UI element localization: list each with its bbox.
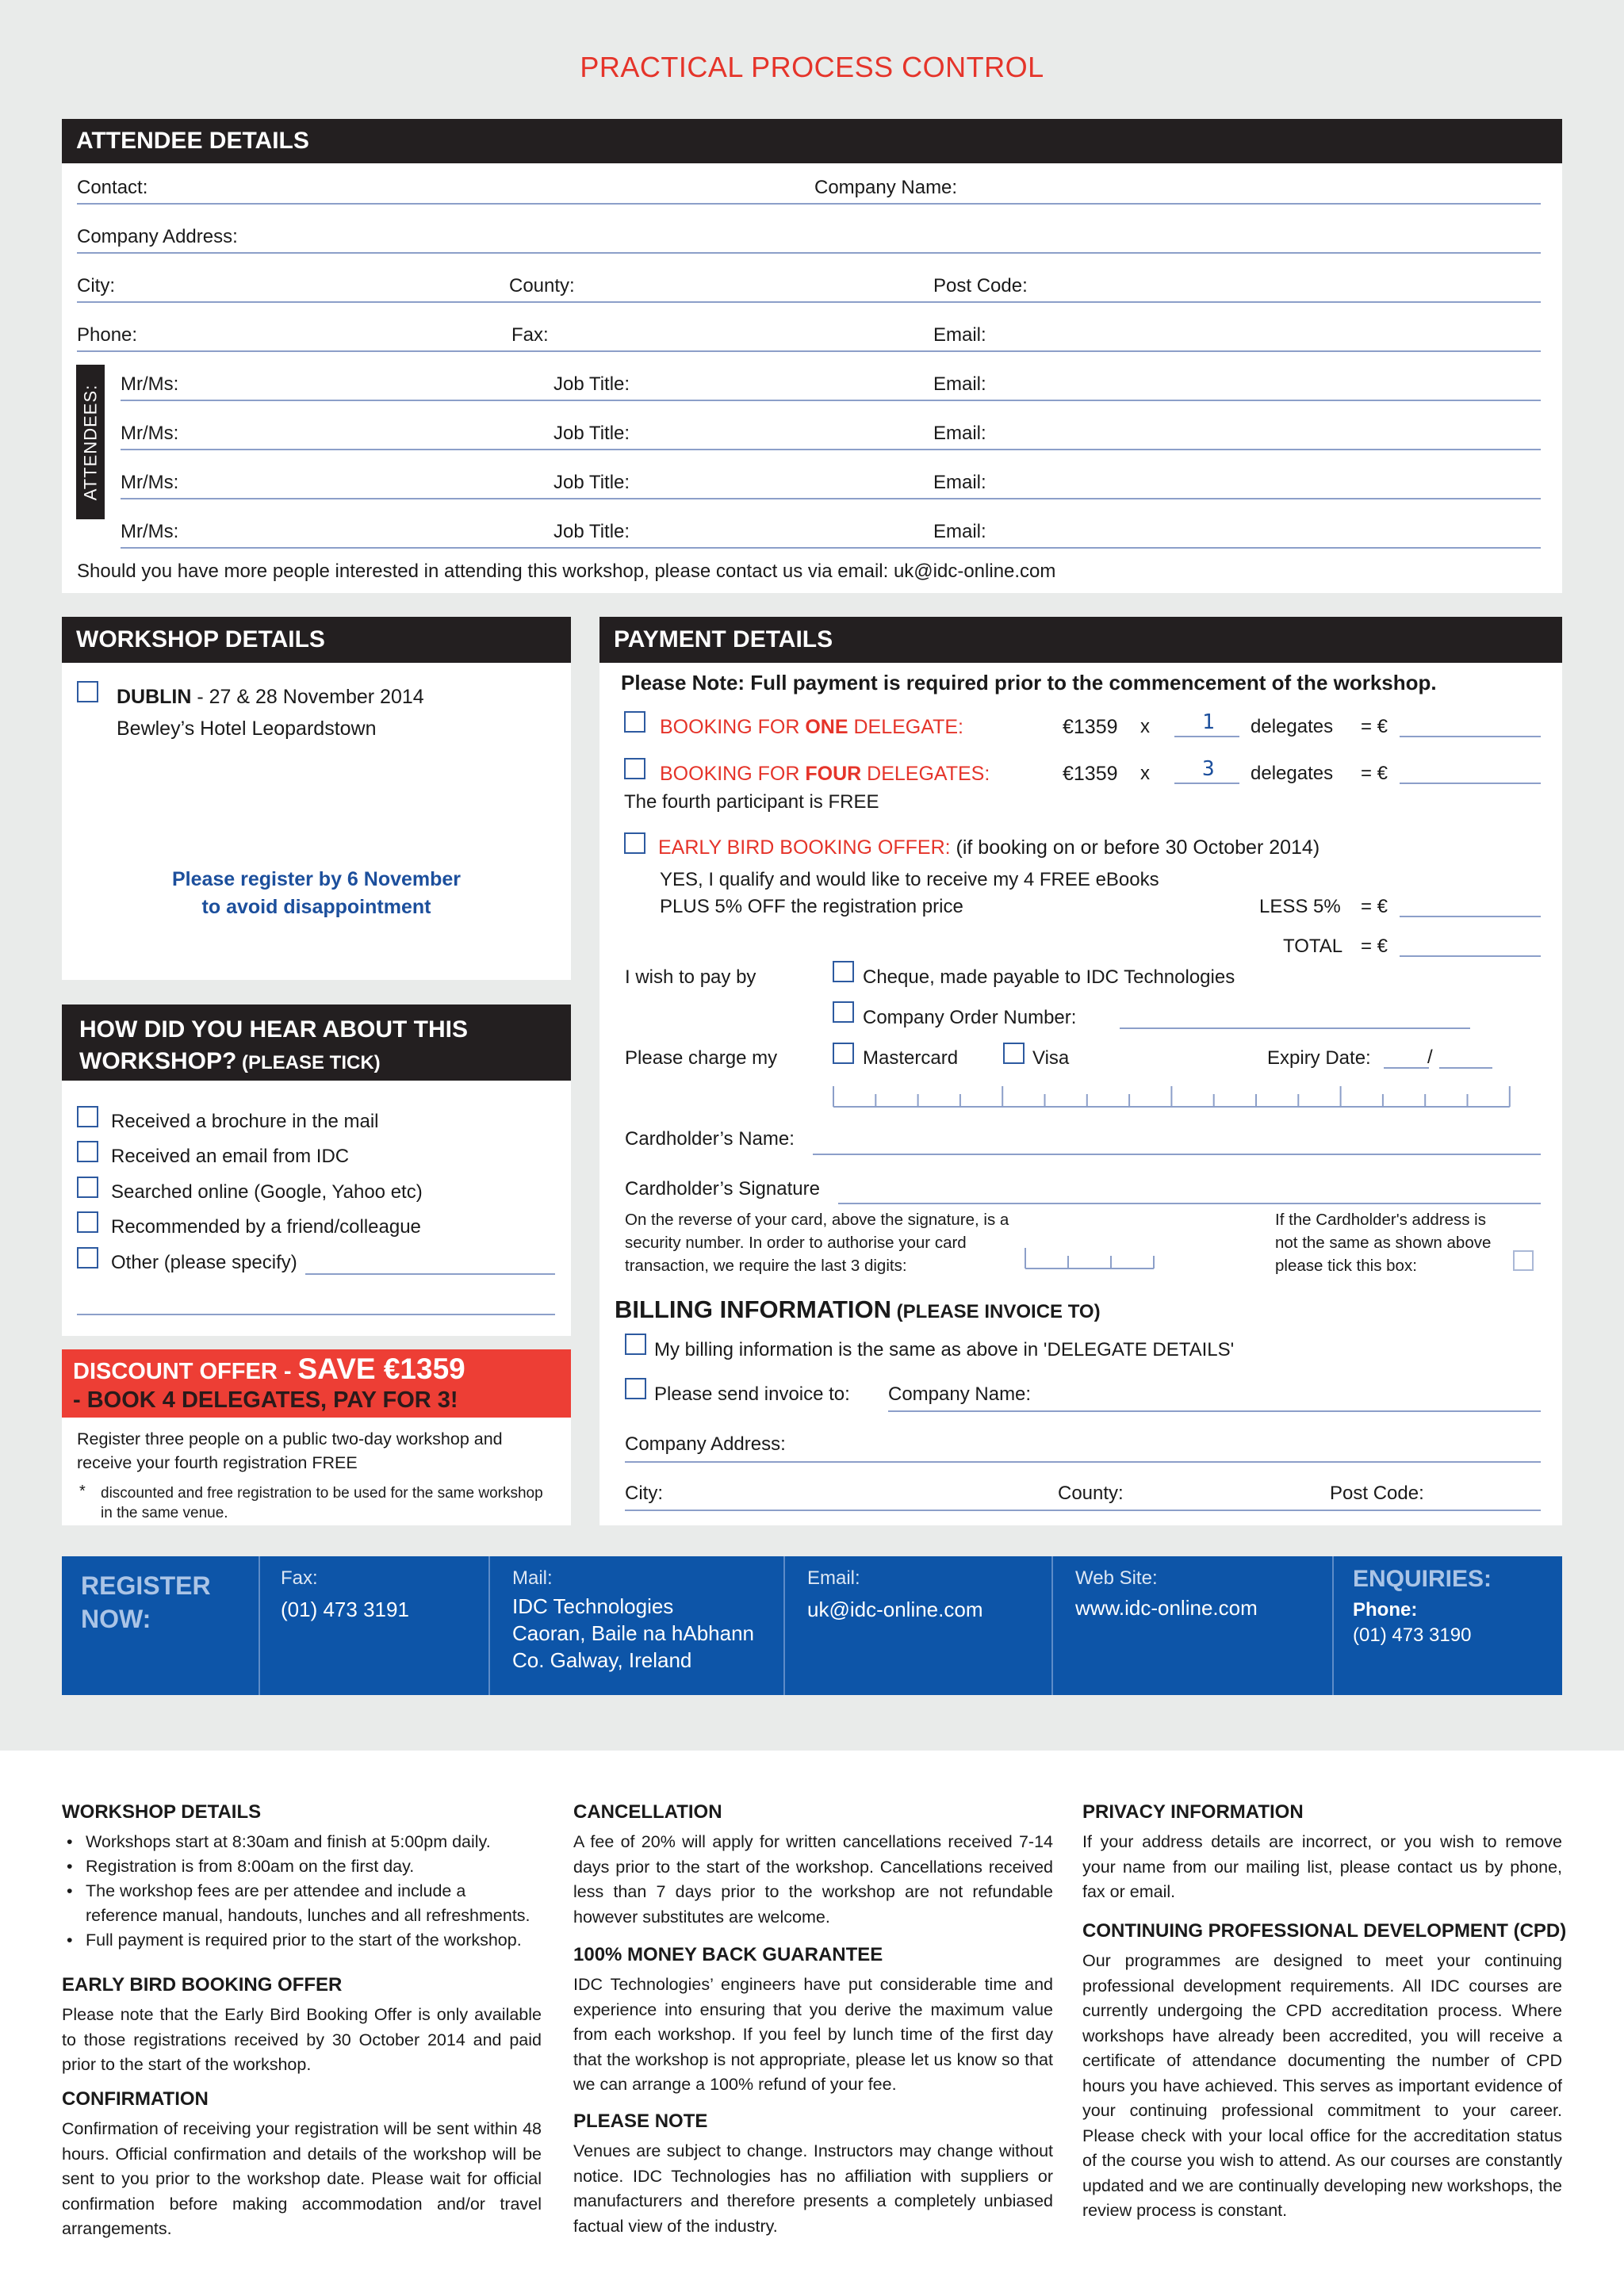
register-email-column	[783, 1556, 785, 1695]
attendee-4-job-label: Job Title:	[553, 521, 630, 542]
mastercard-checkbox[interactable]	[833, 1043, 854, 1064]
booking-one-price: €1359	[1063, 716, 1118, 738]
booking-one-qty-line	[1174, 736, 1239, 737]
security-code-boxes	[1025, 1248, 1154, 1269]
workshop-header: WORKSHOP DETAILS	[62, 617, 571, 663]
register-web-label: Web Site:	[1075, 1567, 1158, 1589]
booking-one-qty[interactable]: 1	[1202, 710, 1215, 734]
register-fax-column	[259, 1556, 260, 1695]
terms-money-title: 100% MONEY BACK GUARANTEE	[573, 1944, 883, 1965]
total-eq: = €	[1361, 936, 1388, 957]
workshop-date: DUBLIN - 27 & 28 November 2014	[117, 686, 424, 708]
security-text: On the reverse of your card, above the signature, is a security number. In order to authorise your card transaction, we require the last 3 digits:	[625, 1211, 1009, 1275]
visa-label: Visa	[1032, 1047, 1070, 1069]
less-amount-field[interactable]	[1400, 916, 1541, 917]
discount-header: DISCOUNT OFFER - SAVE €1359 - BOOK 4 DELEGATES, PAY FOR 3!	[62, 1349, 571, 1418]
contact-field[interactable]	[77, 203, 1541, 205]
cardholder-signature-field[interactable]	[838, 1203, 1541, 1204]
fourth-free-note: The fourth participant is FREE	[624, 791, 879, 813]
register-phone-label: Phone:	[1353, 1599, 1418, 1621]
discount-body: Register three people on a public two-day workshop and receive your fourth registration FREE	[77, 1429, 503, 1472]
billing-company-address-field[interactable]	[625, 1461, 1541, 1463]
booking-four-eq: = €	[1361, 763, 1388, 784]
register-fax-label: Fax:	[281, 1567, 318, 1589]
terms-workshop-title: WORKSHOP DETAILS	[62, 1801, 262, 1823]
terms-privacy-title: PRIVACY INFORMATION	[1082, 1801, 1304, 1823]
terms-privacy-text: If your address details are incorrect, or you wish to remove your name from our mailing list, please contact us by phone, fax or email.	[1082, 1832, 1562, 1901]
attendee-3-field[interactable]	[121, 498, 1541, 499]
billing-company-address-label: Company Address:	[625, 1433, 786, 1455]
expiry-label: Expiry Date:	[1267, 1047, 1371, 1069]
early-bird-yes-1: YES, I qualify and would like to receive my 4 FREE eBooks	[660, 869, 1159, 890]
billing-send-label: Please send invoice to:	[654, 1383, 850, 1405]
register-email-value[interactable]: uk@idc-online.com	[807, 1598, 983, 1621]
terms-early-text: Please note that the Early Bird Booking Offer is only available to those registrations received by 30 October 2014 and paid prior to the start of the workshop.	[62, 2005, 542, 2074]
attendees-tab: ATTENDEES:	[76, 365, 105, 519]
register-phone-value[interactable]: (01) 473 3190	[1353, 1624, 1472, 1646]
discount-footnote: discounted and free registration to be used for the same workshop in the same venue.	[101, 1485, 543, 1521]
terms-early-title: EARLY BIRD BOOKING OFFER	[62, 1974, 343, 1996]
workshop-panel	[62, 617, 571, 980]
billing-company-name-field[interactable]	[888, 1410, 1541, 1412]
terms-cancel-text: A fee of 20% will apply for written cancellations received 7-14 days prior to the start of the workshop. Cancellations received less than 7 days prior to the workshop are not refundable however substitutes are welcome.	[573, 1832, 1053, 1927]
booking-one-checkbox[interactable]	[624, 711, 645, 733]
terms-cpd-text: Our programmes are designed to meet your continuing professional development requirements. All IDC courses are currently undergoing the CPD accreditation process. Where workshops have already been accredited, you will receive a certificate of attendance documenting the number of CPD hours you have achieved. This serves as important evidence of your continuing professional commitment to your career. Please check with your local office for the accreditation status of the course you wish to attend. As our courses are constantly updated and we are continually developing new workshops, the review process is constant.	[1082, 1951, 1562, 2220]
cheque-label: Cheque, made payable to IDC Technologies	[863, 966, 1235, 988]
order-label: Company Order Number:	[863, 1007, 1077, 1028]
billing-company-name-label: Company Name:	[888, 1383, 1032, 1405]
terms-money-text: IDC Technologies’ engineers have put considerable time and experience into ensuring that you derive the maximum value from each workshop. If you feel by lunch time of the first day that the workshop is not appropriate, please let us know so that we can arrange a 100% refund of your fee.	[573, 1975, 1053, 2094]
early-bird-label: EARLY BIRD BOOKING OFFER: (if booking on or before 30 October 2014)	[658, 836, 1320, 859]
attendee-note: Should you have more people interested in attending this workshop, please contact us via email: uk@idc-online.com	[77, 561, 1056, 582]
cheque-checkbox[interactable]	[833, 961, 854, 982]
hear-email-checkbox[interactable]	[77, 1141, 98, 1162]
address-checkbox[interactable]	[1513, 1250, 1534, 1271]
hear-friend-checkbox[interactable]	[77, 1211, 98, 1233]
attendee-2-email-label: Email:	[933, 423, 986, 444]
order-number-field[interactable]	[1120, 1027, 1470, 1029]
attendee-4-email-label: Email:	[933, 521, 986, 542]
hear-other-checkbox[interactable]	[77, 1247, 98, 1269]
cardholder-name-field[interactable]	[813, 1154, 1541, 1155]
billing-same-checkbox[interactable]	[625, 1334, 646, 1355]
terms-workshop-list	[62, 1830, 542, 1953]
attendee-1-mr-label: Mr/Ms:	[121, 373, 179, 395]
booking-four-label: BOOKING FOR FOUR DELEGATES:	[660, 763, 990, 785]
email-label: Email:	[933, 324, 986, 346]
attendee-1-email-label: Email:	[933, 373, 986, 395]
card-number-field[interactable]	[833, 1085, 1511, 1110]
register-enquiries-label: ENQUIRIES:	[1353, 1566, 1492, 1592]
cardholder-name-label: Cardholder’s Name:	[625, 1128, 795, 1150]
contact-label: Contact:	[77, 177, 148, 198]
terms-section	[0, 1751, 1624, 2296]
company-address-label: Company Address:	[77, 226, 238, 247]
form-title: PRACTICAL PROCESS CONTROL	[580, 51, 1044, 83]
less-5-label: LESS 5%	[1259, 896, 1341, 917]
attendee-3-mr-label: Mr/Ms:	[121, 472, 179, 493]
attendee-1-job-label: Job Title:	[553, 373, 630, 395]
security-code-field[interactable]	[1025, 1246, 1156, 1272]
post-code-label: Post Code:	[933, 275, 1028, 297]
payment-note: Please Note: Full payment is required prior to the commencement of the workshop.	[621, 671, 1437, 695]
billing-send-checkbox[interactable]	[625, 1378, 646, 1399]
attendee-2-field[interactable]	[121, 449, 1541, 450]
visa-checkbox[interactable]	[1003, 1043, 1025, 1064]
billing-same-label: My billing information is the same as above in 'DELEGATE DETAILS'	[654, 1339, 1235, 1360]
discount-star: *	[79, 1483, 86, 1500]
terms-note-title: PLEASE NOTE	[573, 2110, 708, 2132]
address-text: If the Cardholder's address is not the same as shown above please tick this box:	[1275, 1211, 1492, 1275]
attendee-header: ATTENDEE DETAILS	[62, 119, 1562, 163]
attendee-2-mr-label: Mr/Ms:	[121, 423, 179, 444]
register-now-title: REGISTER NOW:	[81, 1571, 211, 1633]
cardholder-signature-label: Cardholder’s Signature	[625, 1178, 820, 1200]
booking-one-x: x	[1140, 716, 1150, 737]
hear-online-checkbox[interactable]	[77, 1177, 98, 1198]
dublin-checkbox[interactable]	[77, 681, 98, 702]
register-email-label: Email:	[807, 1567, 860, 1589]
booking-one-amount-field[interactable]	[1400, 736, 1541, 737]
terms-workshop-item: • Workshops start at 8:30am and finish at 5:00pm daily.	[62, 1830, 542, 1854]
terms-confirm-title: CONFIRMATION	[62, 2088, 209, 2110]
billing-city-field[interactable]	[625, 1510, 1541, 1511]
expiry-year-field[interactable]	[1439, 1067, 1492, 1069]
charge-label: Please charge my	[625, 1047, 778, 1069]
register-fax-value[interactable]: (01) 473 3191	[281, 1598, 409, 1621]
booking-four-qty-line	[1174, 783, 1239, 784]
register-web-column	[1051, 1556, 1053, 1695]
hear-email-label: Received an email from IDC	[111, 1146, 350, 1167]
mastercard-label: Mastercard	[863, 1047, 959, 1069]
booking-four-price: €1359	[1063, 763, 1118, 785]
register-web-value[interactable]: www.idc-online.com	[1075, 1596, 1258, 1620]
early-bird-yes-2: PLUS 5% OFF the registration price	[660, 896, 963, 917]
total-label: TOTAL	[1283, 936, 1343, 957]
expiry-month-field[interactable]	[1384, 1067, 1429, 1069]
booking-four-delegates: delegates	[1251, 763, 1334, 784]
county-label: County:	[509, 275, 575, 297]
company-address-field[interactable]	[77, 252, 1541, 254]
register-bar	[62, 1556, 1562, 1695]
booking-one-label: BOOKING FOR ONE DELEGATE:	[660, 716, 963, 738]
register-mail-value: IDC Technologies Caoran, Baile na hAbhann Co. Galway, Ireland	[512, 1594, 755, 1672]
booking-four-checkbox[interactable]	[624, 758, 645, 779]
city-label: City:	[77, 275, 115, 297]
register-enquiries-column	[1332, 1556, 1334, 1695]
less-eq: = €	[1361, 896, 1388, 917]
payment-header: PAYMENT DETAILS	[599, 617, 1562, 663]
card-number-boxes	[833, 1086, 1510, 1107]
attendee-3-email-label: Email:	[933, 472, 986, 493]
early-bird-checkbox[interactable]	[624, 832, 645, 854]
billing-county-label: County:	[1058, 1483, 1124, 1504]
terms-workshop-item: • Registration is from 8:00am on the first day.	[62, 1854, 542, 1879]
hear-header: HOW DID YOU HEAR ABOUT THIS WORKSHOP? (PLEASE TICK)	[62, 1004, 571, 1081]
booking-four-amount-field[interactable]	[1400, 783, 1541, 784]
booking-four-qty[interactable]: 3	[1202, 757, 1215, 781]
total-amount-field[interactable]	[1400, 955, 1541, 957]
billing-header: BILLING INFORMATION (PLEASE INVOICE TO)	[615, 1295, 1101, 1323]
terms-cancel-title: CANCELLATION	[573, 1801, 722, 1823]
terms-workshop-item: • Full payment is required prior to the start of the workshop.	[62, 1928, 542, 1953]
terms-note-text: Venues are subject to change. Instructors may change without notice. IDC Technologies has no affiliation with suppliers or manufacturers and therefore presents a completely unbiased factual view of the industry.	[573, 2141, 1053, 2236]
booking-one-delegates: delegates	[1251, 716, 1334, 737]
attendee-4-mr-label: Mr/Ms:	[121, 521, 179, 542]
expiry-separator: /	[1427, 1047, 1433, 1068]
hear-brochure-label: Received a brochure in the mail	[111, 1111, 379, 1132]
attendee-4-field[interactable]	[121, 547, 1541, 549]
billing-post-code-label: Post Code:	[1330, 1483, 1424, 1504]
terms-workshop-item: • The workshop fees are per attendee and include a reference manual, handouts, lunches and all refreshments.	[62, 1879, 542, 1928]
phone-field[interactable]	[77, 350, 1541, 352]
hear-online-label: Searched online (Google, Yahoo etc)	[111, 1181, 423, 1203]
register-deadline: Please register by 6 November to avoid disappointment	[171, 868, 462, 918]
register-mail-label: Mail:	[512, 1567, 553, 1589]
city-field[interactable]	[77, 301, 1541, 303]
attendee-3-job-label: Job Title:	[553, 472, 630, 493]
order-checkbox[interactable]	[833, 1001, 854, 1023]
billing-city-label: City:	[625, 1483, 663, 1504]
attendee-1-field[interactable]	[121, 400, 1541, 401]
booking-four-x: x	[1140, 763, 1150, 784]
attendee-panel	[62, 119, 1562, 593]
hear-brochure-checkbox[interactable]	[77, 1106, 98, 1127]
hear-other-field-2[interactable]	[77, 1314, 555, 1315]
terms-cpd-title: CONTINUING PROFESSIONAL DEVELOPMENT (CPD)	[1082, 1920, 1567, 1942]
terms-confirm-text: Confirmation of receiving your registration will be sent within 48 hours. Official confirmation and details of the workshop will be sent to you prior to the workshop date. Please wait for official confirmation before making accommodation and/or travel arrangements.	[62, 2119, 542, 2238]
hear-other-label: Other (please specify)	[111, 1252, 297, 1273]
pay-by-label: I wish to pay by	[625, 966, 756, 988]
booking-one-eq: = €	[1361, 716, 1388, 737]
hear-friend-label: Recommended by a friend/colleague	[111, 1216, 421, 1238]
phone-label: Phone:	[77, 324, 138, 346]
workshop-venue: Bewley’s Hotel Leopardstown	[117, 718, 377, 740]
fax-label: Fax:	[511, 324, 549, 346]
hear-other-field[interactable]	[305, 1273, 555, 1275]
attendee-2-job-label: Job Title:	[553, 423, 630, 444]
register-mail-column	[488, 1556, 490, 1695]
company-name-label: Company Name:	[814, 177, 958, 198]
